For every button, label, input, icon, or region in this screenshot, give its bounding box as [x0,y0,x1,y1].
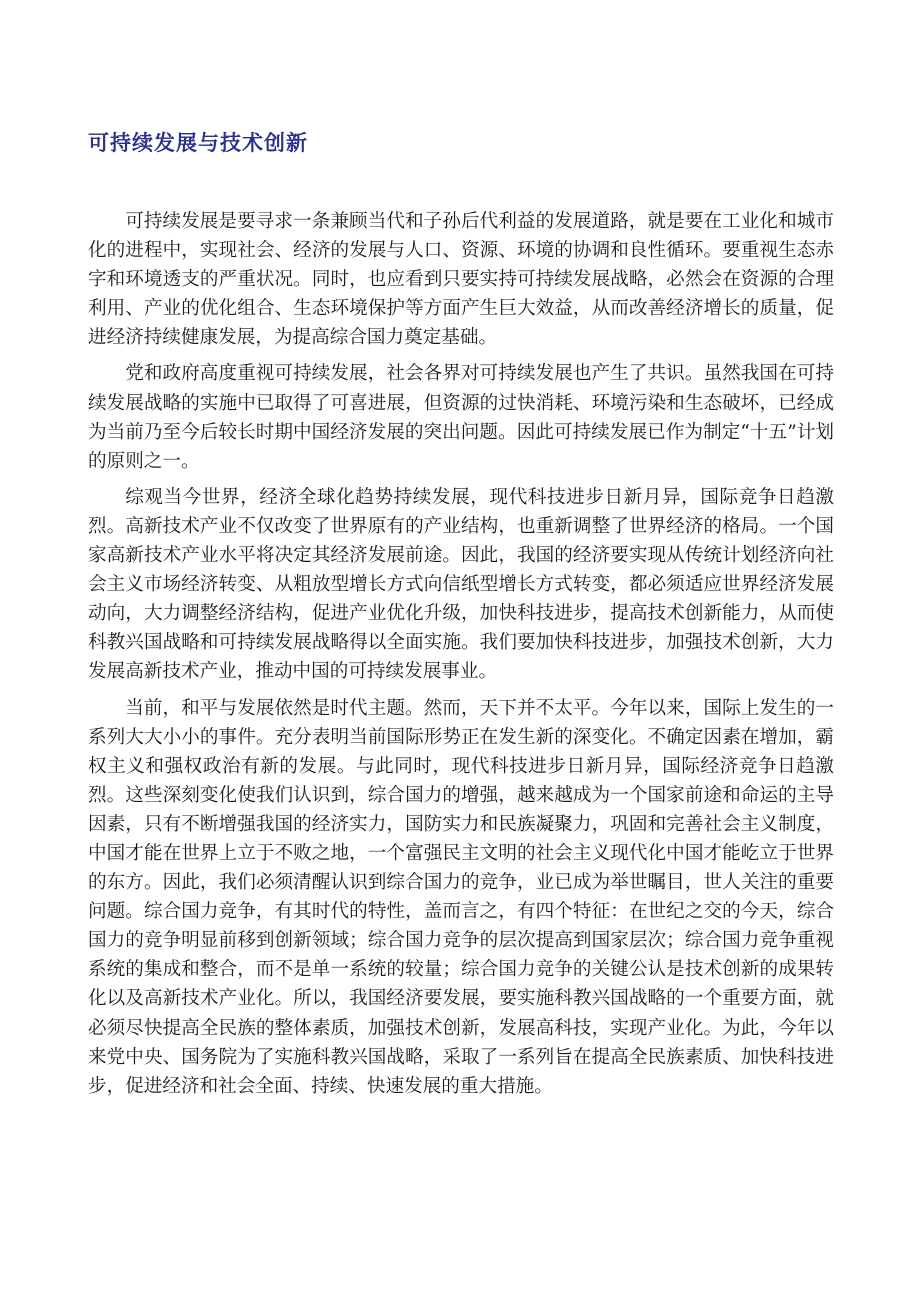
paragraph-4: 当前，和平与发展依然是时代主题。然而，天下并不太平。今年以来，国际上发生的一系列大大小小的事件。充分表明当前国际形势正在发生新的深变化。不确定因素在增加，霸权主义和强权政治有新的发展。与此同时，现代科技进步日新月异，国际经济竞争日趋激烈。这些深刻变化使我们认识到，综合国力的增强，越来越成为一个国家前途和命运的主导因素，只有不断增强我国的经济实力，国防实力和民族凝聚力，巩固和完善社会主义制度，中国才能在世界上立于不败之地，一个富强民主文明的社会主义现代化中国才能屹立于世界的东方。因此，我们必须清醒认识到综合国力的竞争，业已成为举世瞩目，世人关注的重要问题。综合国力竞争，有其时代的特性，盖而言之，有四个特征：在世纪之交的今天，综合国力的竞争明显前移到创新领域；综合国力竞争的层次提高到国家层次；综合国力竞争重视系统的集成和整合，而不是单一系统的较量；综合国力竞争的关键公认是技术创新的成果转化以及高新技术产业化。所以，我国经济要发展，要实施科教兴国战略的一个重要方面，就必须尽快提高全民族的整体素质，加强技术创新，发展高科技，实现产业化。为此，今年以来党中央、国务院为了实施科教兴国战略，采取了一系列旨在提高全民族素质、加快科技进步，促进经济和社会全面、持续、快速发展的重大措施。 [88,697,834,1097]
paragraph-2: 党和政府高度重视可持续发展，社会各界对可持续发展也产生了共识。虽然我国在可持续发展战略的实施中已取得了可喜进展，但资源的过快消耗、环境污染和生态破坏，已经成为当前乃至今后较长时期中国经济发展的突出问题。因此可持续发展已作为制定“十五”计划的原则之一。 [88,363,834,472]
paragraph-3: 综观当今世界，经济全球化趋势持续发展，现代科技进步日新月异，国际竞争日趋激烈。高新技术产业不仅改变了世界原有的产业结构，也重新调整了世界经济的格局。一个国家高新技术产业水平将决定其经济发展前途。因此，我国的经济要实现从传统计划经济向社会主义市场经济转变、从粗放型增长方式向信纸型增长方式转变，都必须适应世界经济发展动向，大力调整经济结构，促进产业优化升级，加快科技进步，提高技术创新能力，从而使科教兴国战略和可持续发展战略得以全面实施。我们要加快科技进步，加强技术创新，大力发展高新技术产业，推动中国的可持续发展事业。 [88,486,834,683]
document-title: 可持续发展与技术创新 [88,131,308,155]
paragraph-1: 可持续发展是要寻求一条兼顾当代和子孙后代利益的发展道路，就是要在工业化和城市化的进程中，实现社会、经济的发展与人口、资源、环境的协调和良性循环。要重视生态赤字和环境透支的严重状况。同时，也应看到只要实持可持续发展战略，必然会在资源的合理利用、产业的优化组合、生态环境保护等方面产生巨大效益，从而改善经济增长的质量，促进经济持续健康发展，为提高综合国力奠定基础。 [88,211,834,349]
document-body [88,207,834,1108]
